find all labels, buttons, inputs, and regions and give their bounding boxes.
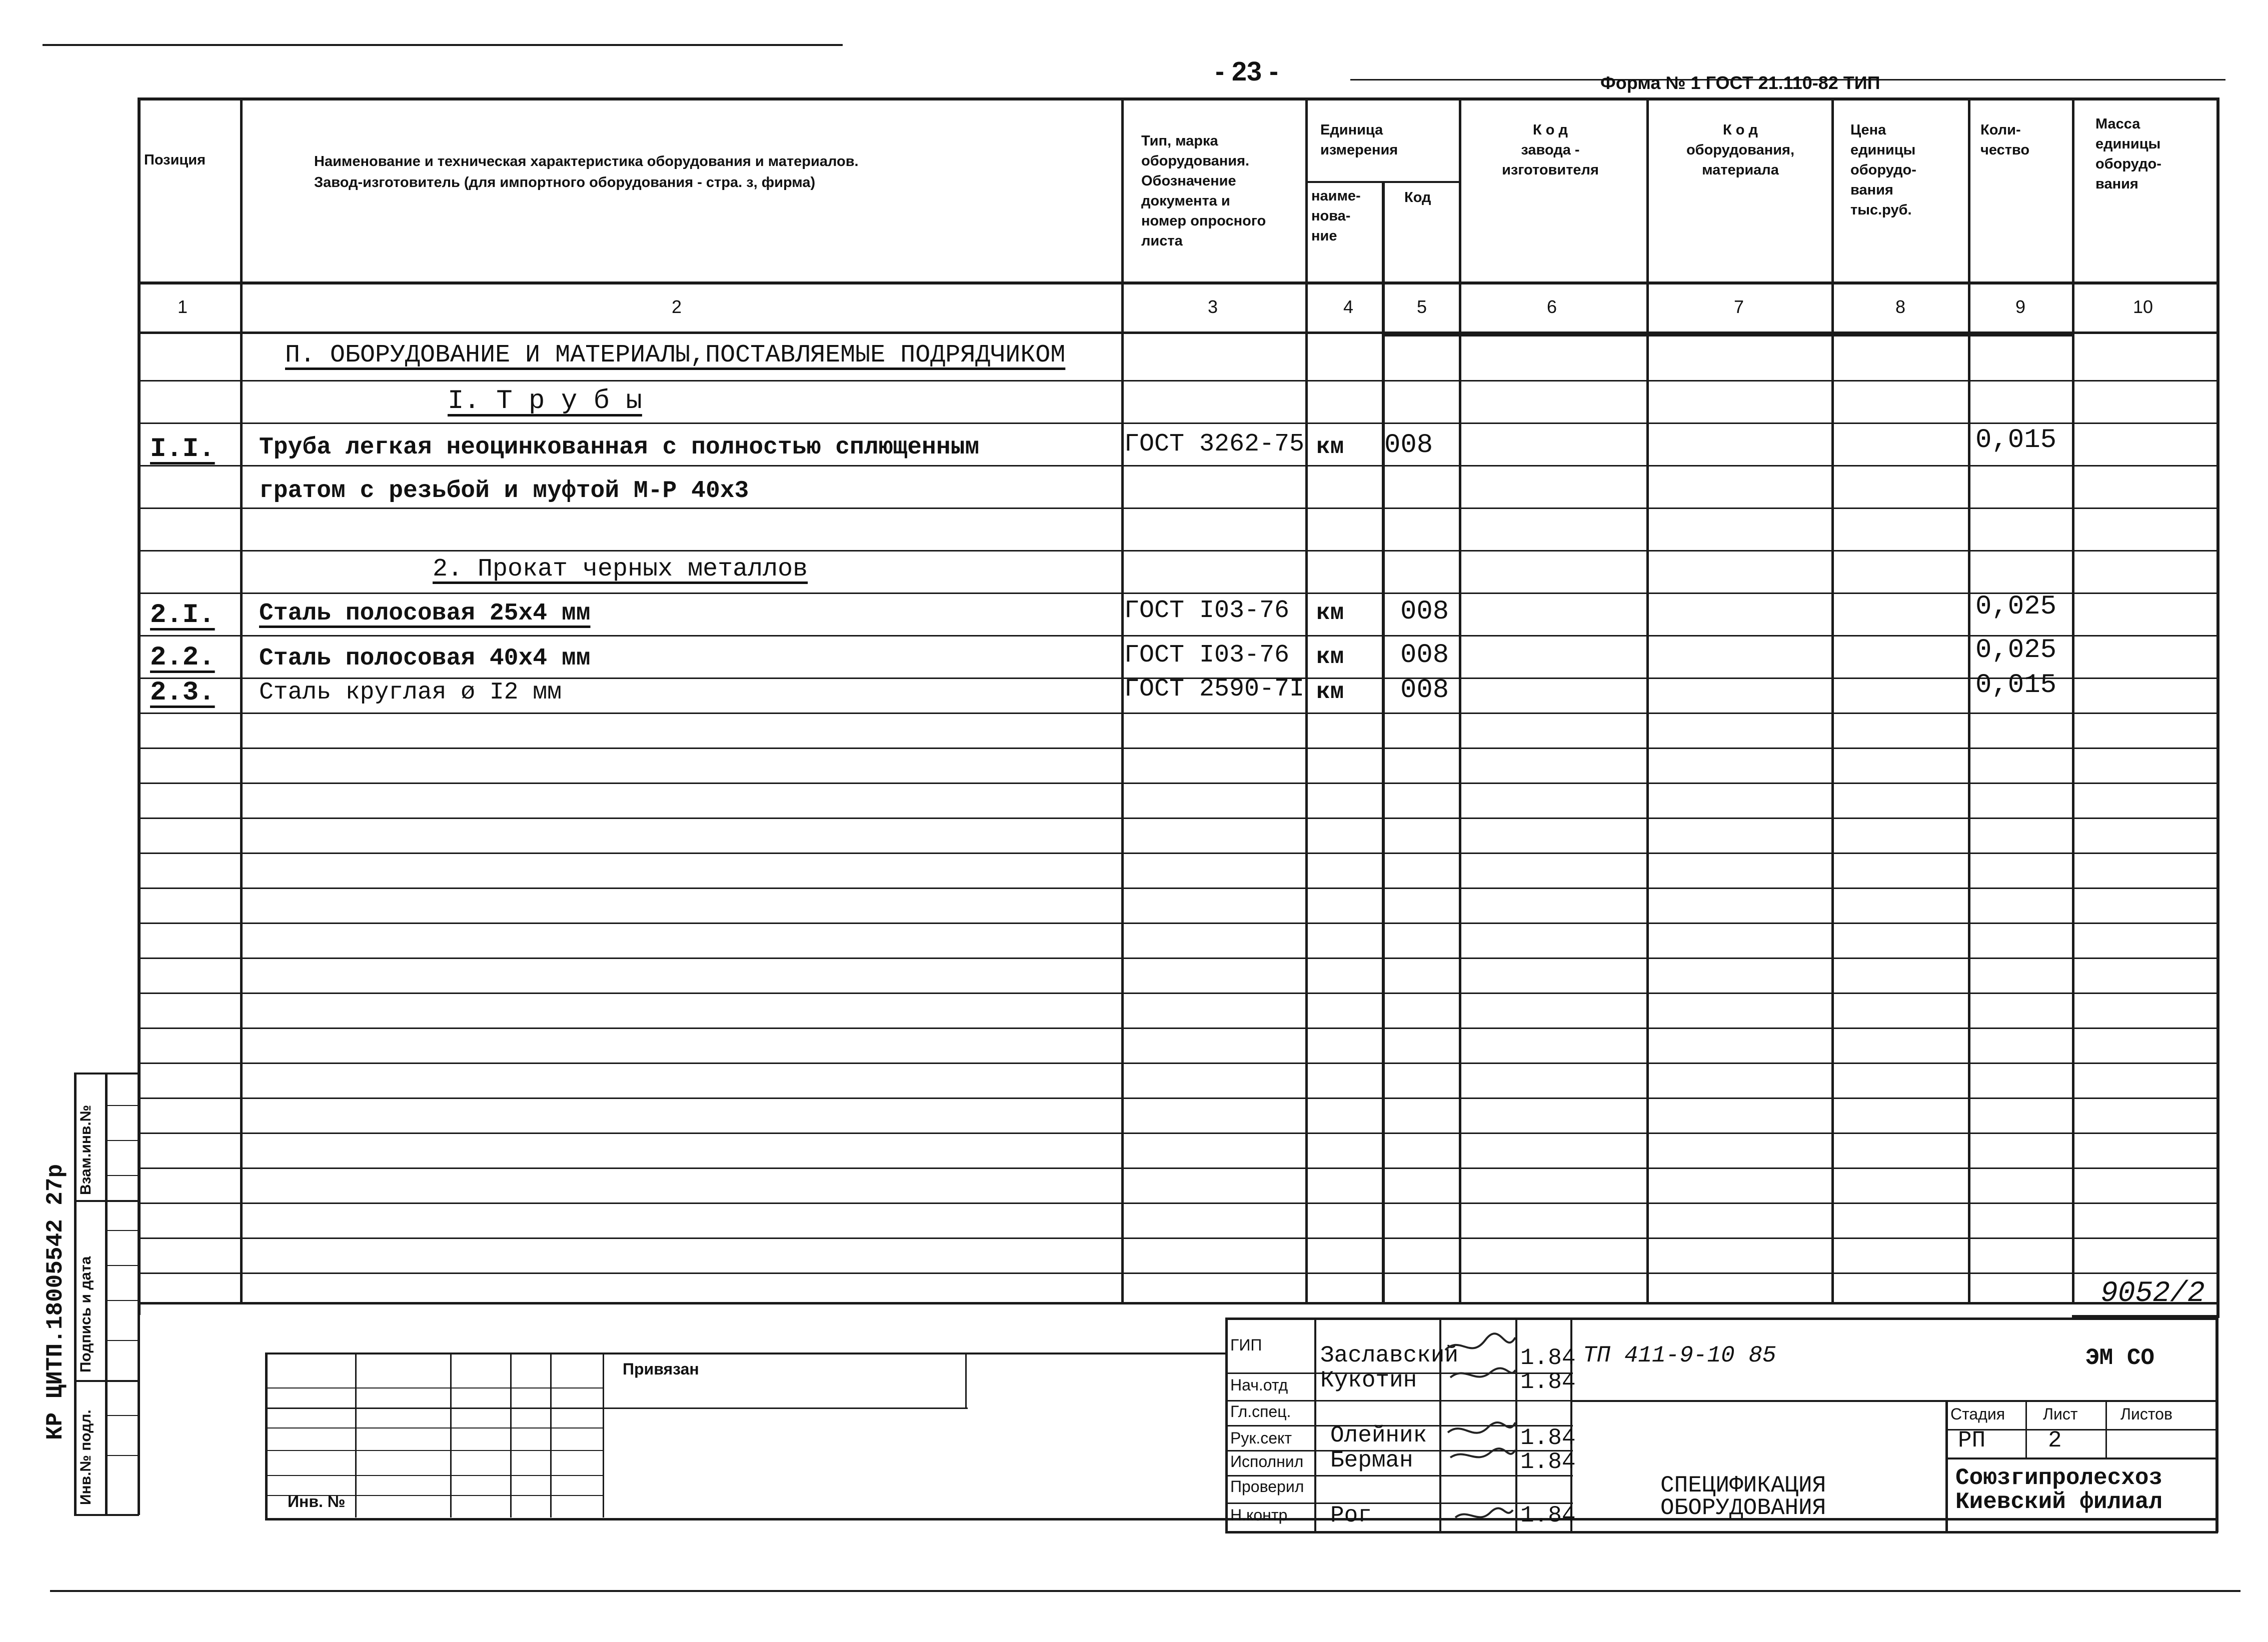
page-number: - 23 -: [1215, 56, 1279, 86]
col-number-3: 3: [1208, 296, 1218, 317]
header-col9: Коли- чество: [1980, 122, 2030, 158]
col-number-1: 1: [178, 296, 188, 317]
row-position: 2.I.: [150, 600, 215, 630]
section-title: П. ОБОРУДОВАНИЕ И МАТЕРИАЛЫ,ПОСТАВЛЯЕМЫЕ ПОДРЯДЧИКОМ: [285, 341, 1066, 370]
role-executor: Исполнил: [1230, 1452, 1304, 1470]
date-gip: 1.84: [1520, 1345, 1576, 1371]
header-col6: К о д завода - изготовителя: [1502, 122, 1599, 178]
name-norm-control: Рог: [1330, 1502, 1372, 1528]
row-unit: км: [1316, 644, 1344, 670]
project-code: ТП 411-9-10 85: [1583, 1342, 1776, 1368]
row-code: 008: [1400, 596, 1449, 627]
row-doc: ГОСТ I03-76: [1124, 596, 1290, 625]
row-code: 008: [1384, 430, 1433, 460]
row-name-continued: гратом с резьбой и муфтой М-Р 40х3: [259, 478, 749, 504]
inv-label: Инв. №: [288, 1492, 346, 1510]
margin-code: КР ЦИТП.18005542 27р: [43, 1164, 69, 1440]
org-line1: Союзгипролесхоз: [1955, 1465, 2163, 1491]
col-number-8: 8: [1895, 296, 1906, 317]
signature-marks: [1440, 1330, 1520, 1530]
margin-sign-label: Подпись и дата: [78, 1256, 94, 1372]
row-name: Сталь полосовая 25х4 мм: [259, 600, 591, 627]
row-qty: 0,015: [1975, 425, 2057, 456]
row-doc: ГОСТ I03-76: [1124, 641, 1290, 670]
col-number-10: 10: [2133, 296, 2153, 317]
header-col7: К о д оборудования, материала: [1686, 122, 1795, 178]
col-number-4: 4: [1343, 296, 1354, 317]
row-qty: 0,025: [1975, 592, 2057, 622]
row-qty: 0,015: [1975, 670, 2057, 700]
subsection-pipes: I. Т р у б ы: [448, 386, 642, 416]
row-code: 008: [1400, 640, 1449, 670]
role-gip: ГИП: [1230, 1336, 1262, 1354]
subsection-metal: 2. Прокат черных металлов: [433, 555, 808, 584]
org-line2: Киевский филиал: [1955, 1489, 2163, 1515]
row-unit: км: [1316, 679, 1344, 705]
role-norm-control: Н.контр: [1230, 1506, 1288, 1524]
header-col8: Цена единицы оборудо- вания тыс.руб.: [1850, 122, 1916, 218]
name-head-dept: Кукотин: [1320, 1368, 1417, 1394]
sheet-code: 9052/2: [2100, 1278, 2205, 1310]
row-position: 2.2.: [150, 642, 215, 673]
col-number-5: 5: [1417, 296, 1427, 317]
header-col4: наиме- нова- ние: [1311, 188, 1361, 244]
row-name: Сталь полосовая 40х4 мм: [259, 645, 591, 672]
bound-label: Привязан: [623, 1360, 699, 1378]
row-code: 008: [1400, 675, 1449, 706]
sheet-label: Лист: [2043, 1405, 2078, 1423]
role-head-sector: Рук.сект: [1230, 1429, 1292, 1447]
col-number-9: 9: [2015, 296, 2026, 317]
header-col3: Тип, марка оборудования. Обозначение документа и номер опросного листа: [1141, 133, 1266, 249]
date-executor: 1.84: [1520, 1449, 1576, 1475]
role-checker: Проверил: [1230, 1478, 1304, 1496]
sheet-value: 2: [2048, 1428, 2062, 1454]
doc-title-line2: ОБОРУДОВАНИЯ: [1660, 1495, 1826, 1521]
row-name: Сталь круглая ø I2 мм: [259, 679, 562, 706]
row-position: 2.3.: [150, 678, 215, 708]
name-executor: Берман: [1330, 1448, 1413, 1474]
header-col5: Код: [1404, 190, 1431, 206]
row-unit: км: [1316, 600, 1344, 626]
header-col1: Позиция: [144, 152, 206, 168]
margin-inv-label: Инв.№ подл.: [78, 1410, 94, 1505]
row-name: Труба легкая неоцинкованная с полностью сплющенным: [259, 434, 980, 461]
sheets-label: Листов: [2120, 1405, 2172, 1423]
header-col2-line1: Наименование и техническая характеристика оборудования и материалов.: [314, 154, 859, 170]
name-head-sector: Олейник: [1330, 1422, 1427, 1448]
row-position: I.I.: [150, 434, 215, 464]
doc-title-line1: СПЕЦИФИКАЦИЯ: [1660, 1472, 1826, 1498]
row-doc: ГОСТ 2590-7I: [1124, 675, 1305, 704]
header-unit-group: Единица измерения: [1320, 122, 1398, 158]
stage-label: Стадия: [1950, 1405, 2005, 1423]
col-number-2: 2: [672, 296, 682, 317]
stage-value: РП: [1958, 1428, 1986, 1454]
date-head-sector: 1.84: [1520, 1425, 1576, 1451]
doc-code: ЭМ СО: [2085, 1345, 2155, 1371]
col-number-7: 7: [1734, 296, 1744, 317]
role-chief-spec: Гл.спец.: [1230, 1402, 1291, 1420]
date-norm-control: 1.84: [1520, 1502, 1576, 1528]
header-col2-line2: Завод-изготовитель (для импортного оборудования - стра. з, фирма): [314, 174, 816, 190]
row-unit: км: [1316, 434, 1344, 460]
form-label: Форма № 1 ГОСТ 21.110-82 ТИП: [1600, 72, 1880, 93]
margin-replace-label: Взам.инв.№: [78, 1104, 94, 1195]
date-head-dept: 1.84: [1520, 1369, 1576, 1395]
header-col10: Масса единицы оборудо- вания: [2095, 116, 2161, 192]
col-number-6: 6: [1547, 296, 1557, 317]
row-qty: 0,025: [1975, 635, 2057, 666]
row-doc: ГОСТ 3262-75: [1124, 430, 1305, 458]
name-gip: Заславский: [1320, 1342, 1459, 1368]
role-head-dept: Нач.отд: [1230, 1376, 1288, 1394]
